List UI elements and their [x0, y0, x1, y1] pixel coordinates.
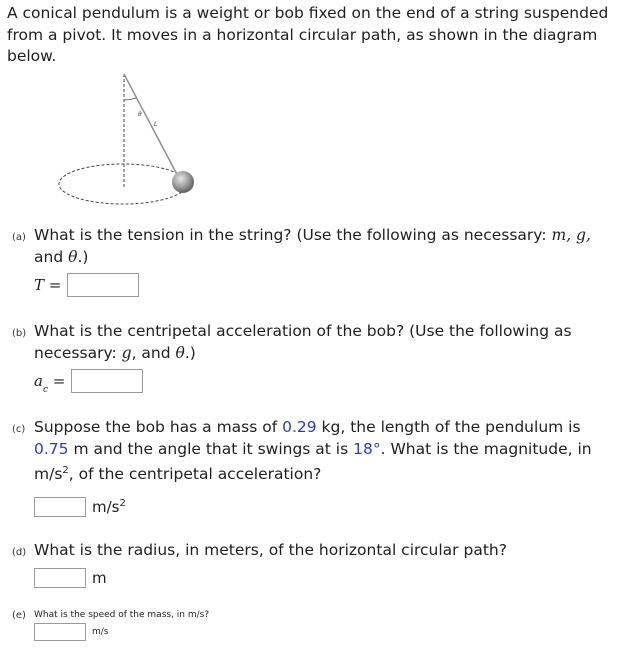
question-c-tag: (c)	[12, 424, 26, 435]
speed-unit: m/s	[92, 627, 109, 637]
intro-text: A conical pendulum is a weight or bob fixed on the end of a string suspended from a pivot. It moves in a horizontal circular path, as shown in the diagram below.	[7, 4, 609, 65]
radius-unit: m	[92, 569, 107, 587]
tension-label: T =	[34, 276, 62, 294]
conical-pendulum-diagram	[50, 70, 210, 220]
question-e-tag: (e)	[12, 610, 26, 621]
angle-arc	[124, 98, 136, 100]
length-label: L	[154, 121, 158, 128]
angle-value: 18°	[353, 440, 381, 458]
question-d-text: What is the radius, in meters, of the horizontal circular path?	[34, 541, 507, 559]
accel-magnitude-input[interactable]	[34, 497, 86, 517]
speed-input[interactable]	[34, 623, 86, 641]
circular-path	[59, 164, 187, 204]
question-d-tag: (d)	[12, 547, 27, 558]
answer-a-row	[34, 273, 139, 297]
centripetal-accel-input[interactable]	[71, 369, 143, 393]
centripetal-accel-label: $a_c$ =	[34, 372, 66, 395]
question-b-tag: (b)	[12, 328, 27, 339]
mass-value: 0.29	[282, 418, 317, 436]
question-e-text: What is the speed of the mass, in m/s?	[34, 610, 210, 620]
length-value: 0.75	[34, 440, 69, 458]
radius-input[interactable]	[34, 568, 86, 588]
theta-label: θ	[138, 111, 142, 118]
question-a-tag: (a)	[12, 232, 26, 243]
answer-d-row	[34, 568, 107, 588]
tension-input[interactable]	[67, 273, 139, 297]
accel-unit: $m/s^2$	[92, 498, 126, 516]
answer-b-row	[34, 369, 143, 393]
bob	[172, 171, 194, 193]
answer-e-row	[34, 623, 109, 641]
answer-c-row	[34, 497, 126, 517]
